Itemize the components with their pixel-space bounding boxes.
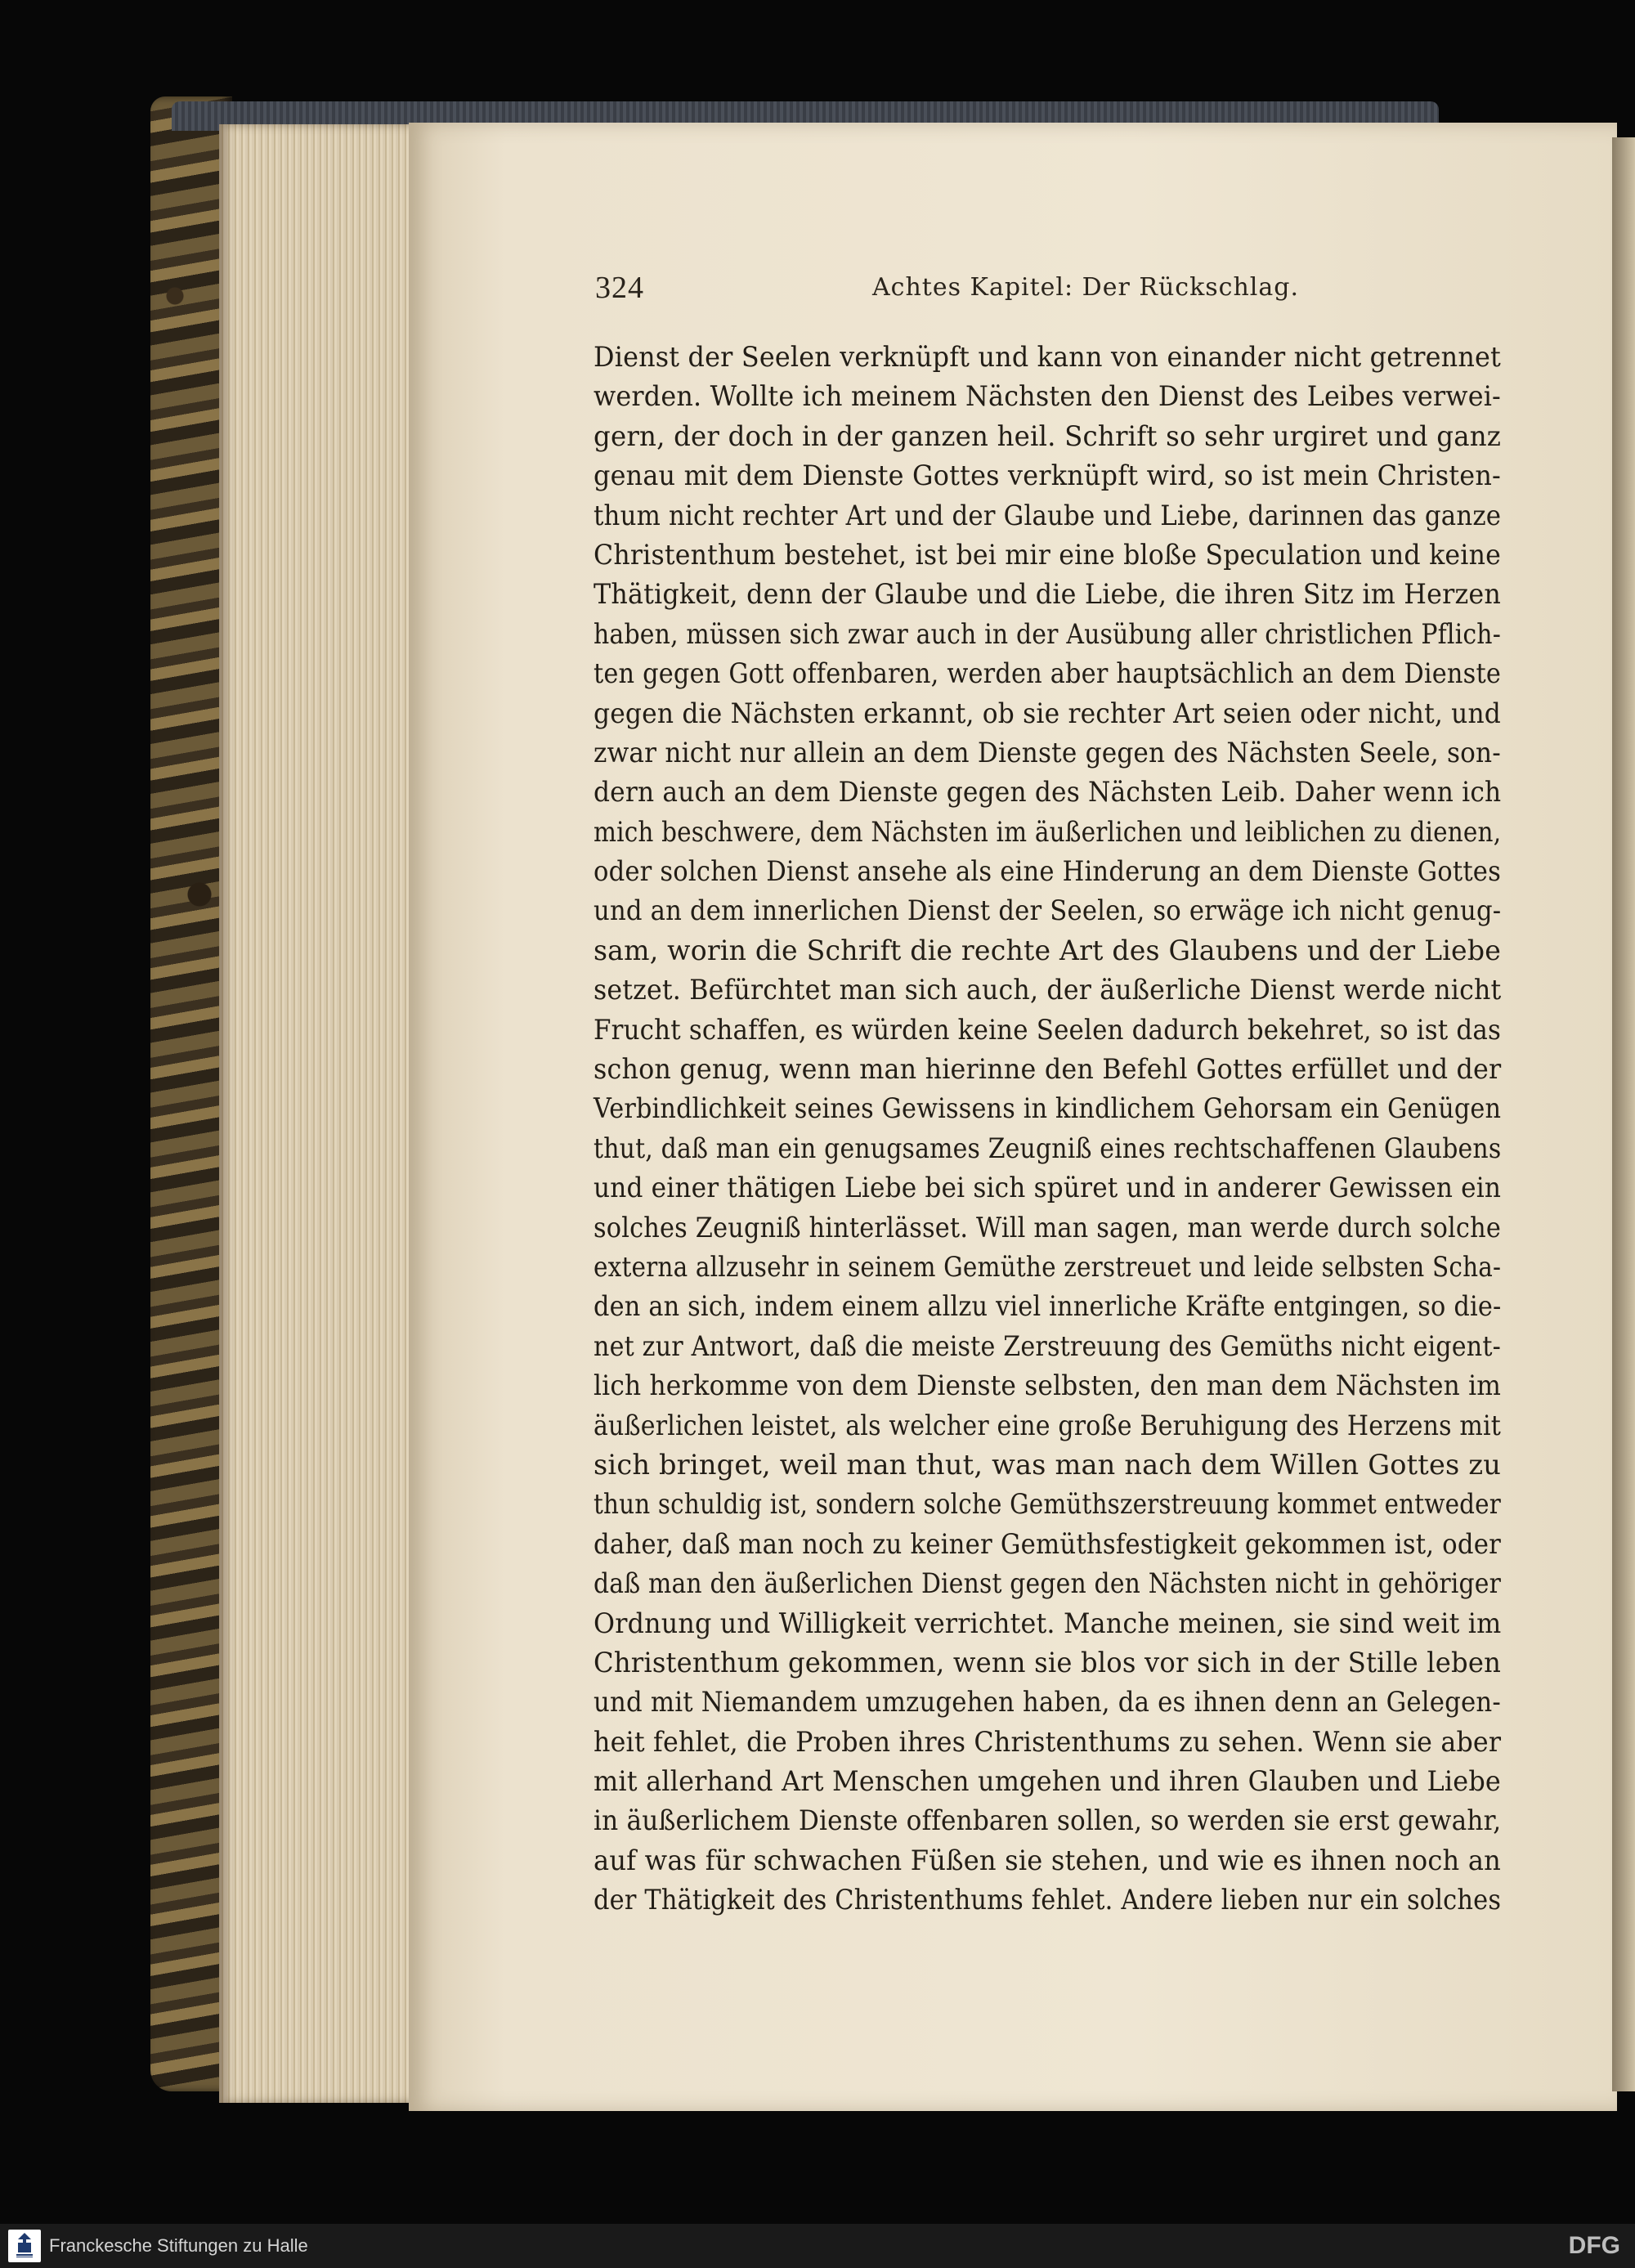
text-line: und mit Niemandem umzugehen haben, da es ihnen denn an Gelegen- <box>594 1686 1501 1719</box>
page-header <box>595 270 1503 311</box>
text-line: Thätigkeit, denn der Glaube und die Liebe, die ihren Sitz im Herzen <box>594 578 1501 612</box>
text-line: in äußerlichem Dienste offenbaren sollen, so werden sie erst gewahr, <box>594 1804 1502 1838</box>
text-line: lich herkomme von dem Dienste selbsten, den man dem Nächsten im <box>594 1369 1502 1403</box>
page-body-text <box>594 338 1501 1921</box>
text-line: den an sich, indem einem allzu viel innerliche Kräfte entgingen, so die- <box>594 1290 1502 1324</box>
text-line: thun schuldig ist, sondern solche Gemüthszerstreuung kommet entweder <box>594 1488 1501 1522</box>
text-line: gegen die Nächsten erkannt, ob sie rechter Art seien oder nicht, und <box>594 697 1501 730</box>
page-block-edges <box>219 124 425 2103</box>
text-line: und an dem innerlichen Dienst der Seelen, so erwäge ich nicht genug- <box>594 894 1502 928</box>
text-line: ten gegen Gott offenbaren, werden aber hauptsächlich an dem Dienste <box>594 657 1501 691</box>
text-line: auf was für schwachen Füßen sie stehen, und wie es ihnen noch an <box>594 1844 1501 1877</box>
text-line: Ordnung und Willigkeit verrichtet. Manche meinen, sie sind weit im <box>594 1607 1502 1640</box>
text-line: Christenthum bestehet, ist bei mir eine bloße Speculation und keine <box>594 538 1501 571</box>
text-line: werden. Wollte ich meinem Nächsten den Dienst des Leibes verwei- <box>594 380 1501 414</box>
text-line: Dienst der Seelen verknüpft und kann von einander nicht getrennet <box>594 341 1501 374</box>
text-line: net zur Antwort, daß die meiste Zerstreuung des Gemüths nicht eigent- <box>594 1329 1502 1363</box>
text-line: mich beschwere, dem Nächsten im äußerlichen und leiblichen zu dienen, <box>594 815 1502 849</box>
text-line: schon genug, wenn man hierinne den Befehl Gottes erfüllet und der <box>594 1053 1502 1087</box>
text-line: Christenthum gekommen, wenn sie blos vor sich in der Stille leben <box>594 1646 1501 1679</box>
text-line: und einer thätigen Liebe bei sich spüret und in anderer Gewissen ein <box>594 1172 1502 1205</box>
text-line: sam, worin die Schrift die rechte Art des Glaubens und der Liebe <box>594 934 1501 967</box>
text-line: solches Zeugniß hinterlässet. Will man sagen, man werde durch solche <box>594 1211 1501 1244</box>
text-line: zwar nicht nur allein an dem Dienste gegen des Nächsten Seele, son- <box>594 736 1501 769</box>
text-line: heit fehlet, die Proben ihres Christenthums zu sehen. Wenn sie aber <box>594 1725 1502 1759</box>
text-line: genau mit dem Dienste Gottes verknüpft wird, so ist mein Christen- <box>594 459 1501 493</box>
institution-name[interactable]: Franckesche Stiftungen zu Halle <box>49 2235 308 2256</box>
dfg-logo[interactable]: DFG <box>1568 2232 1620 2259</box>
text-line: äußerlichen leistet, als welcher eine große Beruhigung des Herzens mit <box>594 1409 1502 1442</box>
text-line: setzet. Befürchtet man sich auch, der äußerliche Dienst werde nicht <box>594 974 1502 1007</box>
franckesche-stiftungen-logo-icon[interactable] <box>8 2230 41 2262</box>
text-line: oder solchen Dienst ansehe als eine Hinderung an dem Dienste Gottes <box>594 855 1501 889</box>
running-head: Achtes Kapitel: Der Rückschlag. <box>872 273 1299 302</box>
text-line: mit allerhand Art Menschen umgehen und ihren Glauben und Liebe <box>594 1765 1501 1799</box>
text-line: thum nicht rechter Art und der Glaube und Liebe, darinnen das ganze <box>594 499 1502 532</box>
facing-page-edge <box>1612 137 1635 2091</box>
text-line: Verbindlichkeit seines Gewissens in kindlichem Gehorsam ein Genügen <box>594 1092 1502 1126</box>
text-line: gern, der doch in der ganzen heil. Schrift so sehr urgiret und ganz <box>594 419 1502 453</box>
text-line: daher, daß man noch zu keiner Gemüthsfestigkeit gekommen ist, oder <box>594 1527 1501 1561</box>
text-line: thut, daß man ein genugsames Zeugniß eines rechtschaffenen Glaubens <box>594 1132 1502 1165</box>
viewer-footer-bar <box>0 2224 1635 2268</box>
text-line: daß man den äußerlichen Dienst gegen den Nächsten nicht in gehöriger <box>594 1567 1502 1601</box>
page-number: 324 <box>595 271 644 305</box>
text-line: sich bringet, weil man thut, was man nach dem Willen Gottes zu <box>594 1448 1501 1481</box>
text-line: Frucht schaffen, es würden keine Seelen dadurch bekehret, so ist das <box>594 1013 1501 1047</box>
text-line: externa allzusehr in seinem Gemüthe zerstreuet und leide selbsten Scha- <box>594 1250 1502 1284</box>
text-line: haben, müssen sich zwar auch in der Ausübung aller christlichen Pflich- <box>594 617 1501 651</box>
text-line: der Thätigkeit des Christenthums fehlet. Andere lieben nur ein solches <box>594 1884 1502 1917</box>
text-line: dern auch an dem Dienste gegen des Nächsten Leib. Daher wenn ich <box>594 776 1502 809</box>
